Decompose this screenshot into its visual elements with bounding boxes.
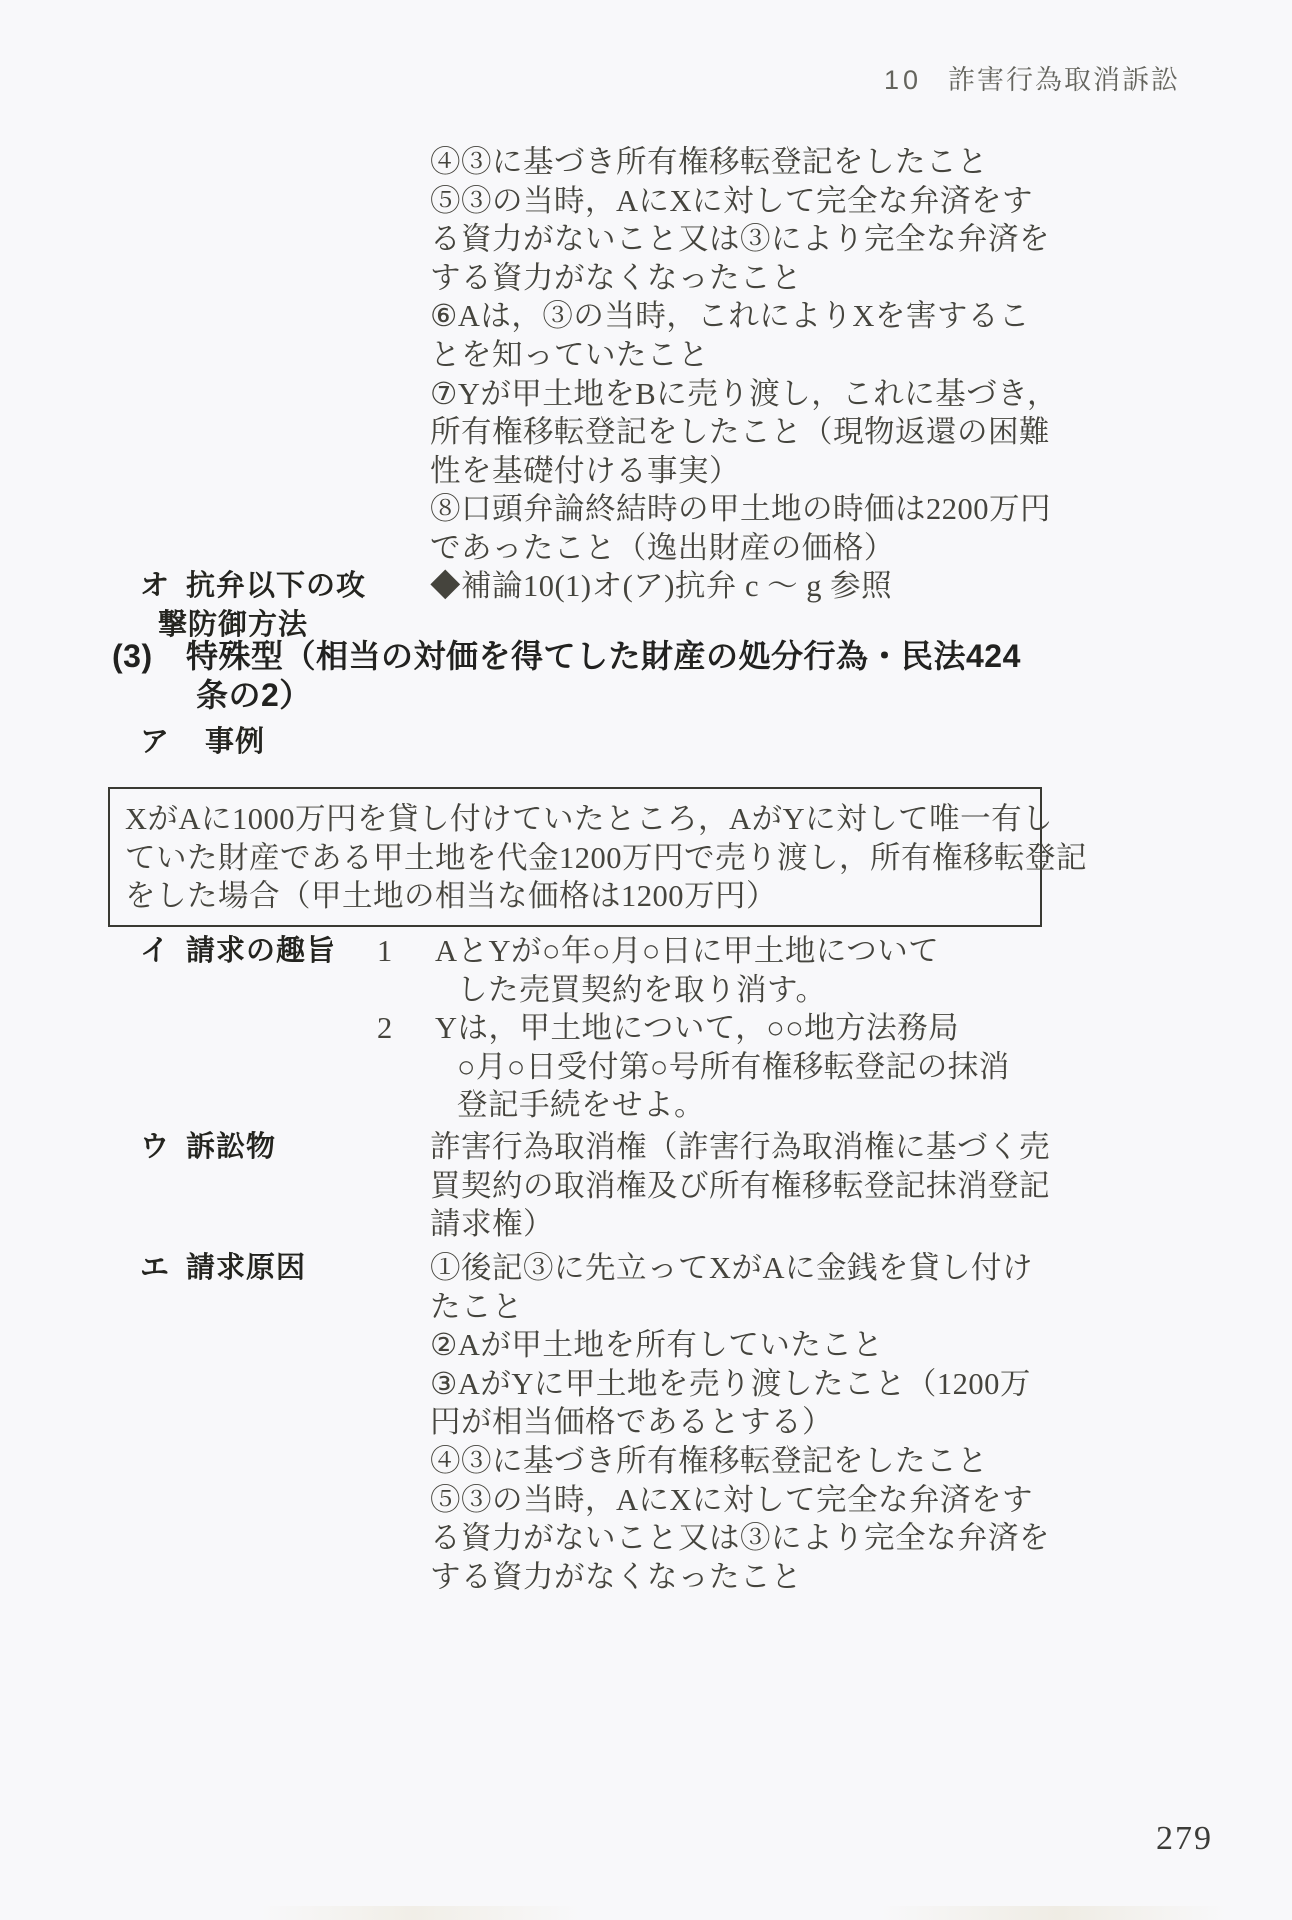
text-line: であったこと（逸出財産の価格） bbox=[430, 530, 895, 565]
example-line: XがAに1000万円を貸し付けていたところ，AがYに対して唯一有し bbox=[125, 802, 1054, 836]
sub-a-label: 事例 bbox=[205, 726, 266, 758]
example-box bbox=[108, 787, 1087, 927]
item-number: 2 bbox=[377, 1011, 393, 1046]
text-line: ⑧口頭弁論終結時の甲土地の時価は2200万円 bbox=[430, 492, 1051, 527]
section-heading-line1: 特殊型（相当の対価を得てした財産の処分行為・民法424 bbox=[186, 638, 1021, 674]
row-e-label: 請求原因 bbox=[186, 1252, 307, 1284]
text-line: ④③に基づき所有権移転登記をしたこと bbox=[430, 145, 988, 179]
section-heading-line2: 条の2） bbox=[196, 677, 312, 713]
row-i-label: 請求の趣旨 bbox=[186, 935, 337, 967]
row-e-kana: エ bbox=[140, 1252, 171, 1284]
petition-items bbox=[377, 932, 1077, 1125]
text-line: 詐害行為取消権（詐害行為取消権に基づく売 bbox=[430, 1130, 1050, 1164]
text-line: 円が相当価格であるとする） bbox=[430, 1405, 833, 1440]
item-number: 1 bbox=[377, 934, 393, 968]
petition-item-2 bbox=[377, 1009, 1077, 1048]
row-o-label-line1: 抗弁以下の攻 bbox=[186, 570, 367, 602]
text-line: ⑤③の当時，AにXに対して完全な弁済をす bbox=[430, 183, 1034, 218]
item-text-continuation: した売買契約を取り消す。 bbox=[457, 972, 827, 1007]
running-head bbox=[884, 64, 1180, 96]
example-line: をした場合（甲土地の相当な価格は1200万円） bbox=[125, 879, 777, 914]
text-line: る資力がないこと又は③により完全な弁済を bbox=[430, 1521, 1050, 1556]
scan-artifact bbox=[0, 1906, 1292, 1920]
section-heading-number: (3) bbox=[112, 638, 153, 674]
text-line: ②Aが甲土地を所有していたこと bbox=[430, 1328, 884, 1363]
row-o-kana: オ bbox=[140, 570, 171, 602]
text-line: ⑦Yが甲土地をBに売り渡し，これに基づき， bbox=[430, 376, 1058, 411]
text-line: ③AがYに甲土地を売り渡したこと（1200万 bbox=[430, 1366, 1031, 1401]
cause-of-action-text bbox=[430, 1249, 1070, 1596]
row-u-kana: ウ bbox=[140, 1131, 171, 1163]
text-line: る資力がないこと又は③により完全な弁済を bbox=[430, 222, 1050, 257]
row-i-kana: イ bbox=[140, 935, 171, 967]
text-line: ④③に基づき所有権移転登記をしたこと bbox=[430, 1443, 988, 1478]
claim-elements-continuation bbox=[430, 143, 1070, 568]
text-line: 性を基礎付ける事実） bbox=[430, 453, 740, 488]
row-u-label: 訴訟物 bbox=[186, 1131, 277, 1163]
text-line: する資力がなくなったこと bbox=[430, 260, 802, 295]
example-line: ていた財産である甲土地を代金1200万円で売り渡し，所有権移転登記 bbox=[125, 840, 1087, 875]
text-line: 所有権移転登記をしたこと（現物返還の困難 bbox=[430, 415, 1050, 450]
text-line: ⑥Aは，③の当時，これによりXを害するこ bbox=[430, 299, 1030, 334]
text-line: ①後記③に先立ってXがAに金銭を貸し付け bbox=[430, 1251, 1034, 1285]
item-text-continuation: 登記手続をせよ。 bbox=[457, 1088, 705, 1123]
petition-item-1 bbox=[377, 932, 1077, 971]
subject-matter-text bbox=[430, 1128, 1070, 1244]
text-line: 買契約の取消権及び所有権移転登記抹消登記 bbox=[430, 1168, 1050, 1203]
text-line: する資力がなくなったこと bbox=[430, 1559, 802, 1594]
sub-a-kana: ア bbox=[140, 726, 171, 758]
row-o-reference: ◆補論10(1)オ(ア)抗弁 c ～ g 参照 bbox=[430, 569, 893, 603]
text-line: ⑤③の当時，AにXに対して完全な弁済をす bbox=[430, 1482, 1034, 1517]
page-number: 279 bbox=[1156, 1820, 1213, 1857]
item-text: AとYが○年○月○日に甲土地について bbox=[435, 934, 940, 968]
chapter-number: 10 bbox=[883, 65, 922, 95]
text-line: とを知っていたこと bbox=[430, 337, 709, 372]
chapter-title: 詐害行為取消訴訟 bbox=[948, 65, 1180, 95]
item-text-continuation: ○月○日受付第○号所有権移転登記の抹消 bbox=[457, 1049, 1010, 1084]
row-o-label-line2: 撃防御方法 bbox=[158, 609, 309, 641]
text-line: 請求権） bbox=[430, 1207, 554, 1242]
text-line: たこと bbox=[430, 1289, 523, 1324]
item-text: Yは，甲土地について，○○地方法務局 bbox=[435, 1011, 960, 1046]
